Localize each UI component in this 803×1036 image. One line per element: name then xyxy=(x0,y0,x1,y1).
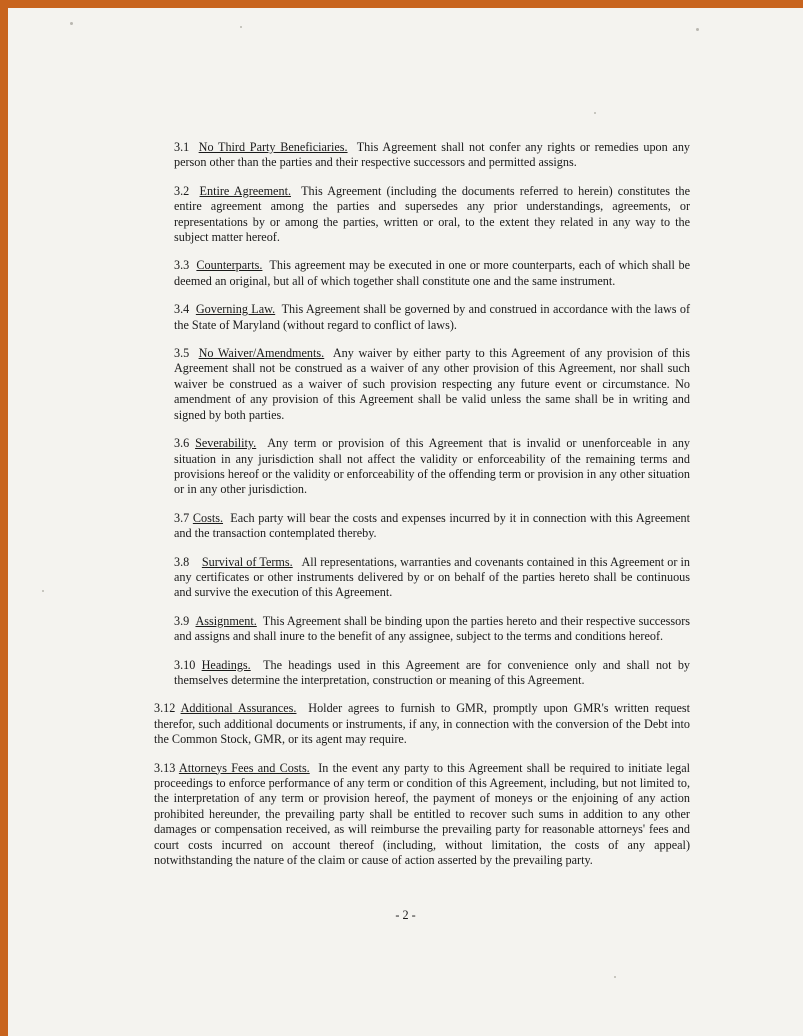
scan-speck xyxy=(696,28,699,31)
section-number: 3.3 xyxy=(174,258,190,273)
scan-speck xyxy=(240,26,242,28)
section-number: 3.6 xyxy=(174,436,190,451)
section-3-13 xyxy=(134,761,690,869)
section-title: Governing Law. xyxy=(195,302,276,317)
section-title: Additional Assurances. xyxy=(180,701,297,716)
section-text: This Agreement (including the documents referred to herein) constitutes the entire agreement among the parties and supersedes any prior understandings, agreements, or representations by or among the parties, written or oral, to the extent they related in any way to the subject matter hereof. xyxy=(174,183,690,245)
section-number: 3.10 xyxy=(174,657,196,672)
section-number: 3.1 xyxy=(174,140,190,154)
section-3-1 xyxy=(134,140,690,171)
section-title: Survival of Terms. xyxy=(201,554,293,569)
section-text: Holder agrees to furnish to GMR, promptly upon GMR's written request therefor, such additional documents or instruments, if any, in connection with the conversion of the Debt into the Common Stock, GMR, or its agent may require. xyxy=(154,701,691,747)
section-title: Costs. xyxy=(192,510,224,525)
document-page xyxy=(8,8,803,1036)
section-text: All representations, warranties and covenants contained in this Agreement or in any certificates or other instruments delivered by or on behalf of the parties hereto shall be continuous and survive the execution of this Agreement. xyxy=(174,554,691,600)
section-3-7 xyxy=(134,511,690,542)
section-number: 3.13 xyxy=(154,760,176,775)
page-number: - 2 - xyxy=(395,908,416,922)
section-text: Each party will bear the costs and expenses incurred by it in connection with this Agreement and the transaction contemplated thereby. xyxy=(174,510,691,541)
section-number: 3.12 xyxy=(154,701,176,716)
section-text: This Agreement shall be binding upon the parties hereto and their respective successors and assigns and shall inure to the benefit of any assignee, subject to the terms and conditions hereof. xyxy=(174,613,691,644)
section-text: Any waiver by either party to this Agreement of any provision of this Agreement shall not be construed as a waiver of any other provision of this Agreement, nor shall such waiver be construed as a waiver of such provision respecting any future event or circumstance. No amendment of any provision of this Agreement shall be valid unless the same shall be in writing and signed by both parties. xyxy=(174,346,691,422)
section-3-4 xyxy=(134,302,690,333)
section-text: In the event any party to this Agreement shall be required to initiate legal proceedings to enforce performance of any term or condition of this Agreement, including, but not limited to, the interpretation of any term or provision hereof, the payment of moneys or the enjoining of any action prohibited hereunder, the prevailing party shall be entitled to recover such sums in addition to any other damages or compensation received, as will reimburse the prevailing party for reasonable attorneys' fees and court costs incurred on account thereof (including, without limitation, the costs of any appeal) notwithstanding the nature of the claim or cause of action asserted by the prevailing party. xyxy=(154,760,690,868)
section-text: The headings used in this Agreement are for convenience only and shall not by themselves determine the interpretation, construction or meaning of this Agreement. xyxy=(174,657,691,687)
section-text: This Agreement shall be governed by and construed in accordance with the laws of the State of Maryland (without regard to conflict of laws). xyxy=(174,302,690,332)
section-text: This Agreement shall not confer any rights or remedies upon any person other than the parties and their respective successors and permitted assigns. xyxy=(174,140,691,170)
section-title: Headings. xyxy=(201,657,251,672)
section-number: 3.7 xyxy=(174,510,190,525)
section-3-8 xyxy=(134,555,690,601)
section-title: Attorneys Fees and Costs. xyxy=(178,760,310,775)
section-3-5 xyxy=(134,346,690,423)
section-number: 3.8 xyxy=(174,554,190,569)
document-body xyxy=(134,140,690,868)
section-number: 3.9 xyxy=(174,613,190,628)
section-3-3 xyxy=(134,258,690,289)
section-number: 3.5 xyxy=(174,346,190,361)
scan-speck xyxy=(594,112,596,114)
section-title: Counterparts. xyxy=(196,258,263,273)
section-title: No Third Party Beneficiaries. xyxy=(198,140,348,154)
scan-speck xyxy=(70,22,73,25)
section-3-6 xyxy=(134,436,690,498)
section-3-2 xyxy=(134,184,690,246)
section-title: No Waiver/Amendments. xyxy=(198,346,325,361)
section-number: 3.4 xyxy=(174,302,190,317)
section-3-9 xyxy=(134,614,690,645)
section-title: Severability. xyxy=(195,436,257,451)
section-3-10 xyxy=(134,658,690,689)
section-number: 3.2 xyxy=(174,183,190,198)
scan-speck xyxy=(42,590,44,592)
section-text: This agreement may be executed in one or more counterparts, each of which shall be deemed an original, but all of which together shall constitute one and the same instrument. xyxy=(174,258,691,288)
section-3-12 xyxy=(134,701,690,747)
scan-speck xyxy=(614,976,616,978)
section-text: Any term or provision of this Agreement that is invalid or unenforceable in any situation in any jurisdiction shall not affect the validity or enforceability of the remaining terms and provisions hereof or the validity or enforceability of the offending term or provision in any other situation or in any other jurisdiction. xyxy=(174,436,691,497)
section-title: Entire Agreement. xyxy=(199,183,291,198)
section-title: Assignment. xyxy=(195,613,257,628)
